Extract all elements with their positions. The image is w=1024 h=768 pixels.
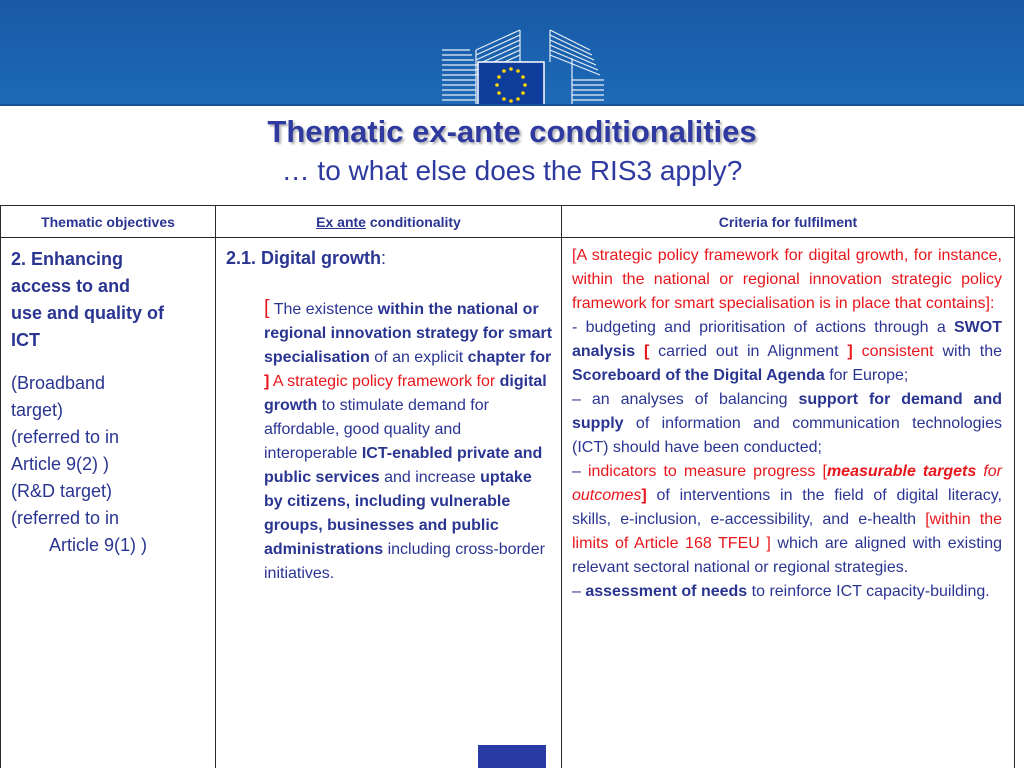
objective-line: use and quality of [11, 303, 165, 323]
title-block [0, 112, 1024, 190]
text-span: support for demand and supply [572, 391, 1002, 432]
table-row [1, 238, 1015, 768]
text-span: chapter for [467, 349, 552, 366]
text-span: of an explicit [369, 349, 468, 366]
thematic-objective-cell [1, 238, 216, 768]
conditionality-text [264, 296, 553, 586]
criteria-item [572, 460, 1002, 580]
objective-line: target) [11, 400, 64, 420]
text-span: The existence [269, 301, 378, 318]
text-span: ] [641, 487, 647, 504]
objective-line: Article 9(2) ) [11, 454, 110, 474]
footer-decoration-bar [478, 745, 546, 768]
criteria-item [572, 316, 1002, 388]
ex-ante-conditionality-cell [216, 238, 562, 768]
text-span: assessment of needs [585, 583, 748, 600]
text-span: to reinforce ICT capacity-building. [747, 583, 990, 600]
objective-line: (Broadband [11, 373, 106, 393]
text-span: – [572, 583, 586, 600]
text-span: A strategic policy framework for [269, 373, 500, 390]
text-span: - budgeting and prioritisation of actions through a [572, 319, 954, 336]
objective-line: 2. Enhancing [11, 249, 124, 269]
page-title: Thematic ex-ante conditionalities [267, 114, 757, 149]
objective-line: Article 9(1) ) [49, 535, 148, 555]
table-header-row [1, 206, 1015, 238]
objective-line: (referred to in [11, 508, 120, 528]
text-span: consistent [852, 343, 934, 360]
header-banner [0, 0, 1024, 106]
text-span: of interventions in the field of digital literacy, skills, e-inclusion, e-accessibility, and e-health [572, 487, 1002, 528]
criteria-intro: [A strategic policy framework for digital growth, for instance, within the national or regional innovation strategic policy framework for smart specialisation is in place that contains]: [572, 247, 1002, 312]
conditionality-heading-colon: : [381, 248, 387, 268]
objective-line: access to and [11, 276, 131, 296]
header-criteria-for-fulfilment: Criteria for fulfilment [562, 206, 1015, 238]
bracket-open: [ [264, 297, 270, 319]
text-span: uptake by citizens, including vulnerable groups, businesses and public administrations [264, 469, 532, 558]
conditionality-heading-bold: 2.1. Digital growth [226, 248, 382, 268]
text-span: Scoreboard of the Digital Agenda [572, 367, 825, 384]
text-span: of information and communication technologies (ICT) should have been conducted; [572, 415, 1002, 456]
text-span: – [572, 463, 588, 480]
page-subtitle: … to what else does the RIS3 apply? [281, 155, 743, 186]
header-thematic-objectives: Thematic objectives [1, 206, 216, 238]
european-commission-logo [440, 28, 610, 106]
bracket-close: ] [264, 373, 270, 390]
text-span: and increase [379, 469, 481, 486]
text-span: for Europe; [824, 367, 909, 384]
criteria-item [572, 388, 1002, 460]
text-span: – an analyses of balancing [572, 391, 799, 408]
text-span: indicators to measure progress [ [587, 463, 827, 480]
text-span: measurable targets [826, 463, 977, 480]
text-span: with the [933, 343, 1003, 360]
header-ex-ante-underlined: Ex ante [316, 213, 366, 230]
text-span: to stimulate demand for affordable, good quality and interoperable [264, 397, 489, 462]
text-span: ICT-enabled private and public services [264, 445, 543, 486]
objective-line: (referred to in [11, 427, 120, 447]
objective-line: (R&D target) [11, 481, 113, 501]
text-span: carried out in Alignment [649, 343, 848, 360]
text-span: [ [635, 343, 650, 360]
text-span: including cross-border initiatives. [264, 541, 545, 582]
conditionality-table [0, 205, 1014, 768]
criteria-for-fulfilment-cell [562, 238, 1015, 768]
text-span: which are aligned with existing relevant sectoral national or regional strategies. [572, 535, 1003, 576]
text-span: within the national or regional innovation strategy for smart specialisation [264, 301, 553, 366]
header-ex-ante-conditionality [216, 206, 562, 238]
text-span: ] [847, 343, 853, 360]
text-span: digital growth [264, 373, 547, 414]
text-span: [within the limits of Article 168 TFEU ] [572, 511, 1002, 552]
text-span: SWOT analysis [572, 319, 1002, 360]
conditionality-heading [226, 246, 553, 270]
header-conditionality-text: conditionality [365, 213, 461, 230]
text-span: for outcomes [572, 463, 1003, 504]
objective-line: ICT [11, 330, 40, 350]
criteria-item [572, 580, 1002, 604]
